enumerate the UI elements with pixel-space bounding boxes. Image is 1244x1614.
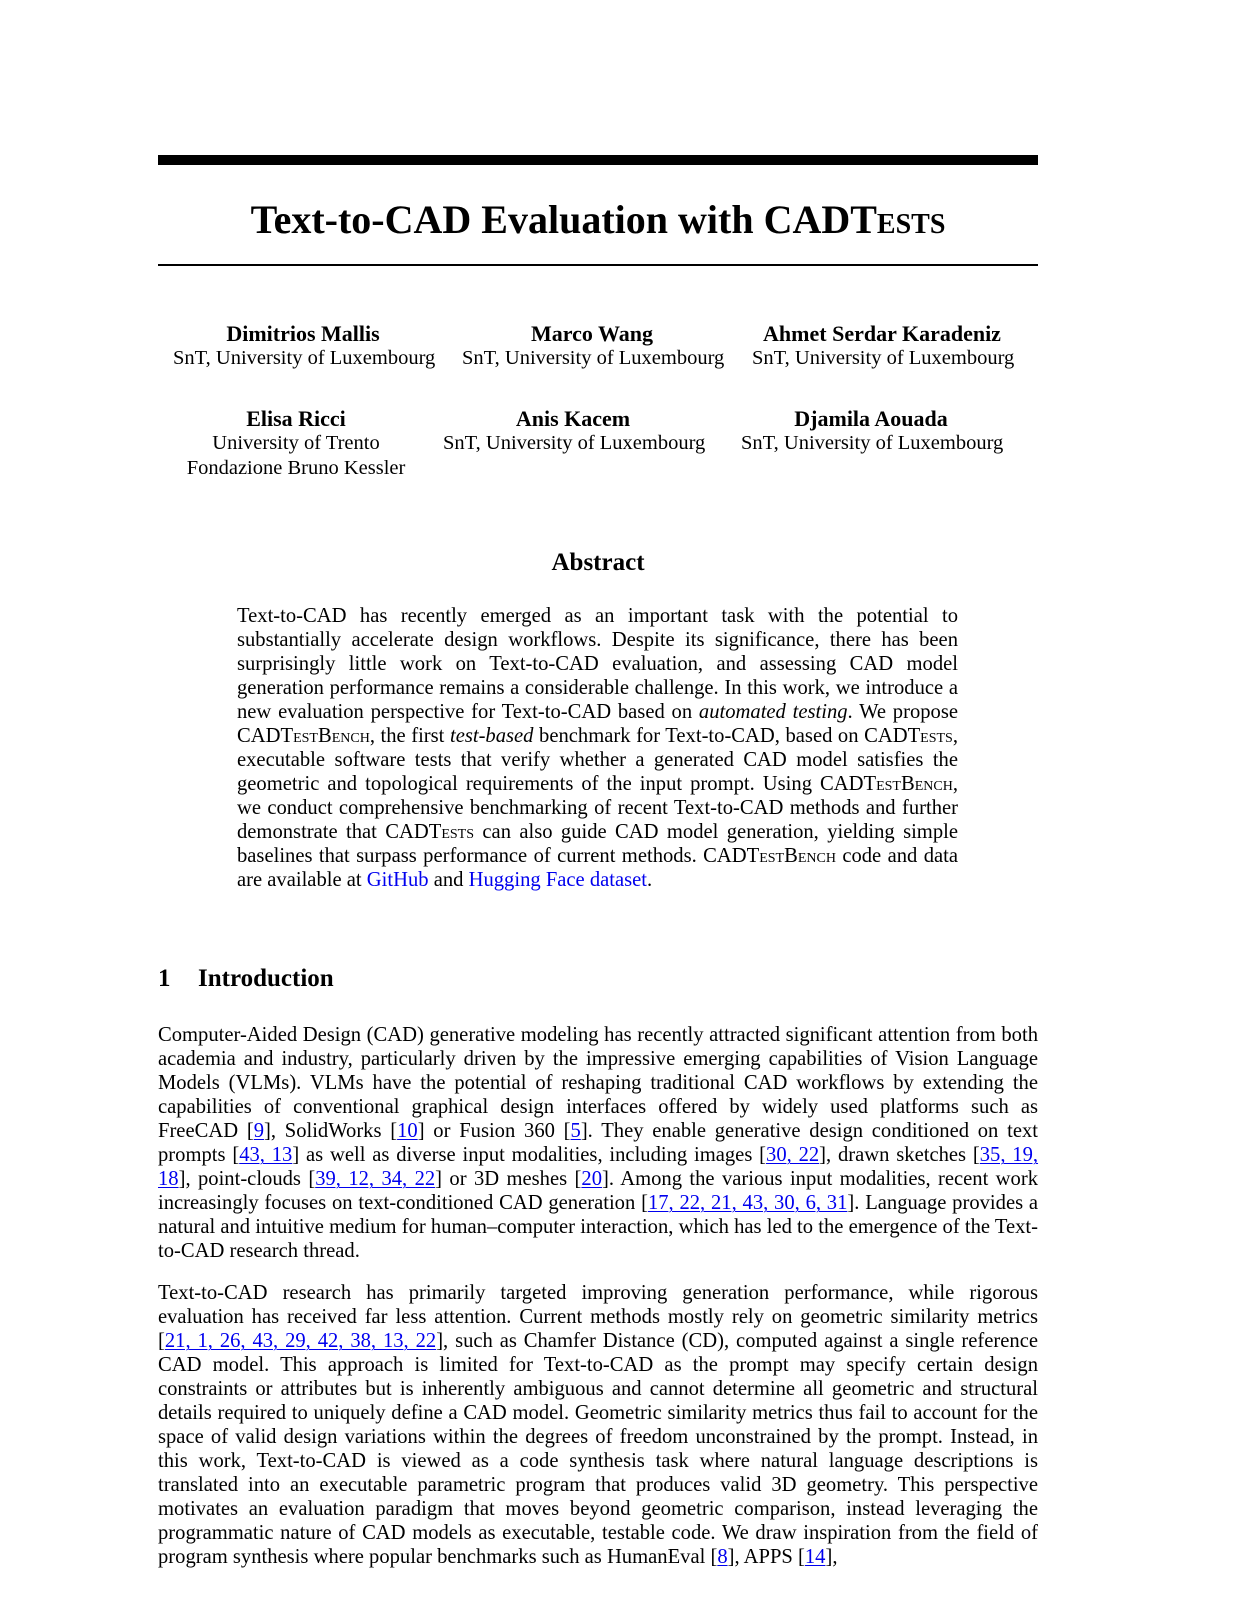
- author-affiliation: University of Trento: [212, 432, 380, 454]
- abstract-body: Text-to-CAD has recently emerged as an important task with the potential to substantially accelerate design workflows. Despite its significance, there has been surprisingly little work on Text-to-CAD evaluation, and assessing CAD model generation performance remains a considerable challenge. In this work, we introduce a new evaluation perspective for Text-to-CAD based on automated testing. We propose CADTestBench, the first test-based benchmark for Text-to-CAD, based on CADTests, executable software tests that verify whether a generated CAD model satisfies the geometric and topological requirements of the input prompt. Using CADTestBench, we conduct comprehensive benchmarking of recent Text-to-CAD methods and further demonstrate that CADTests can also guide CAD model generation, yielding simple baselines that surpass performance of current methods. CADTestBench code and data are available at GitHub and Hugging Face dataset.: [237, 605, 958, 891]
- author-affiliation: SnT, University of Luxembourg: [443, 432, 706, 454]
- author-affiliation: SnT, University of Luxembourg: [462, 347, 725, 369]
- hugging-face-dataset-link[interactable]: Hugging Face dataset: [468, 869, 648, 891]
- citation-link[interactable]: 43, 13: [239, 1144, 293, 1166]
- citation-link[interactable]: 5: [570, 1120, 581, 1142]
- section-number: 1: [158, 965, 171, 992]
- author-block: [462, 321, 725, 371]
- title-small-caps: Tests: [850, 197, 946, 242]
- citation-link[interactable]: 35, 19, 18: [158, 1144, 1039, 1190]
- author-block: [752, 321, 1015, 371]
- citation-link[interactable]: 8: [717, 1546, 728, 1568]
- author-name: Ahmet Serdar Karadeniz: [763, 321, 1001, 346]
- author-block: [173, 321, 436, 371]
- intro-paragraph-1: Computer-Aided Design (CAD) generative modeling has recently attracted significant attention from both academia and industry, particularly driven by the impressive emerging capabilities of Vision Language Models (VLMs). VLMs have the potential of reshaping traditional CAD workflows by extending the capabilities of conventional graphical design interfaces offered by widely used platforms such as FreeCAD [9], SolidWorks [10] or Fusion 360 [5]. They enable generative design conditioned on text prompts [43, 13] as well as diverse input modalities, including images [30, 22], drawn sketches [35, 19, 18], point-clouds [39, 12, 34, 22] or 3D meshes [20]. Among the various input modalities, recent work increasingly focuses on text-conditioned CAD generation [17, 22, 21, 43, 30, 6, 31]. Language provides a natural and intuitive medium for human–computer interaction, which has led to the emergence of the Text-to-CAD research thread.: [158, 1024, 1039, 1262]
- title-text: Text-to-CAD Evaluation with CAD: [250, 197, 851, 242]
- citation-link[interactable]: 20: [581, 1168, 602, 1190]
- author-name: Djamila Aouada: [794, 406, 948, 431]
- citation-link[interactable]: 21, 1, 26, 43, 29, 42, 38, 13, 22: [164, 1330, 437, 1352]
- citation-link[interactable]: 30, 22: [766, 1144, 820, 1166]
- author-affiliation-2: Fondazione Bruno Kessler: [186, 456, 406, 479]
- author-affiliation: SnT, University of Luxembourg: [752, 347, 1015, 369]
- title-bottom-rule: [158, 264, 1038, 266]
- author-name: Marco Wang: [530, 321, 654, 346]
- paper-title: [158, 196, 1038, 244]
- section-heading-introduction: [158, 964, 334, 994]
- author-affiliation: SnT, University of Luxembourg: [741, 432, 1004, 454]
- intro-paragraph-2: Text-to-CAD research has primarily targeted improving generation performance, while rigorous evaluation has received far less attention. Current methods mostly rely on geometric similarity metrics [21, 1, 26, 43, 29, 42, 38, 13, 22], such as Chamfer Distance (CD), computed against a single reference CAD model. This approach is limited for Text-to-CAD as the prompt may specify certain design constraints or attributes but is inherently ambiguous and cannot determine all geometric and structural details required to uniquely define a CAD model. Geometric similarity metrics thus fail to account for the space of valid design variations within the degrees of freedom unconstrained by the prompt. Instead, in this work, Text-to-CAD is viewed as a code synthesis task where natural language descriptions is translated into an executable parametric program that produces valid 3D geometry. This perspective motivates an evaluation paradigm that moves beyond geometric comparison, instead leveraging the programmatic nature of CAD models as executable, testable code. We draw inspiration from the field of program synthesis where popular benchmarks such as HumanEval [8], APPS [14],: [158, 1282, 1038, 1568]
- title-top-rule: [158, 155, 1038, 165]
- author-block: [443, 406, 706, 456]
- github-link[interactable]: GitHub: [366, 869, 429, 891]
- author-name: Elisa Ricci: [246, 406, 346, 431]
- citation-link[interactable]: 10: [397, 1120, 418, 1142]
- citation-link[interactable]: 14: [804, 1546, 826, 1568]
- author-block: [741, 406, 1004, 456]
- citation-link[interactable]: 17, 22, 21, 43, 30, 6, 31: [647, 1192, 848, 1214]
- citation-link[interactable]: 9: [253, 1120, 264, 1142]
- author-affiliation: SnT, University of Luxembourg: [173, 347, 436, 369]
- author-name: Dimitrios Mallis: [226, 321, 380, 346]
- citation-link[interactable]: 39, 12, 34, 22: [315, 1168, 436, 1190]
- abstract-heading: Abstract: [551, 549, 645, 576]
- author-name: Anis Kacem: [515, 406, 631, 431]
- section-title: Introduction: [198, 965, 334, 992]
- author-block: [166, 406, 426, 480]
